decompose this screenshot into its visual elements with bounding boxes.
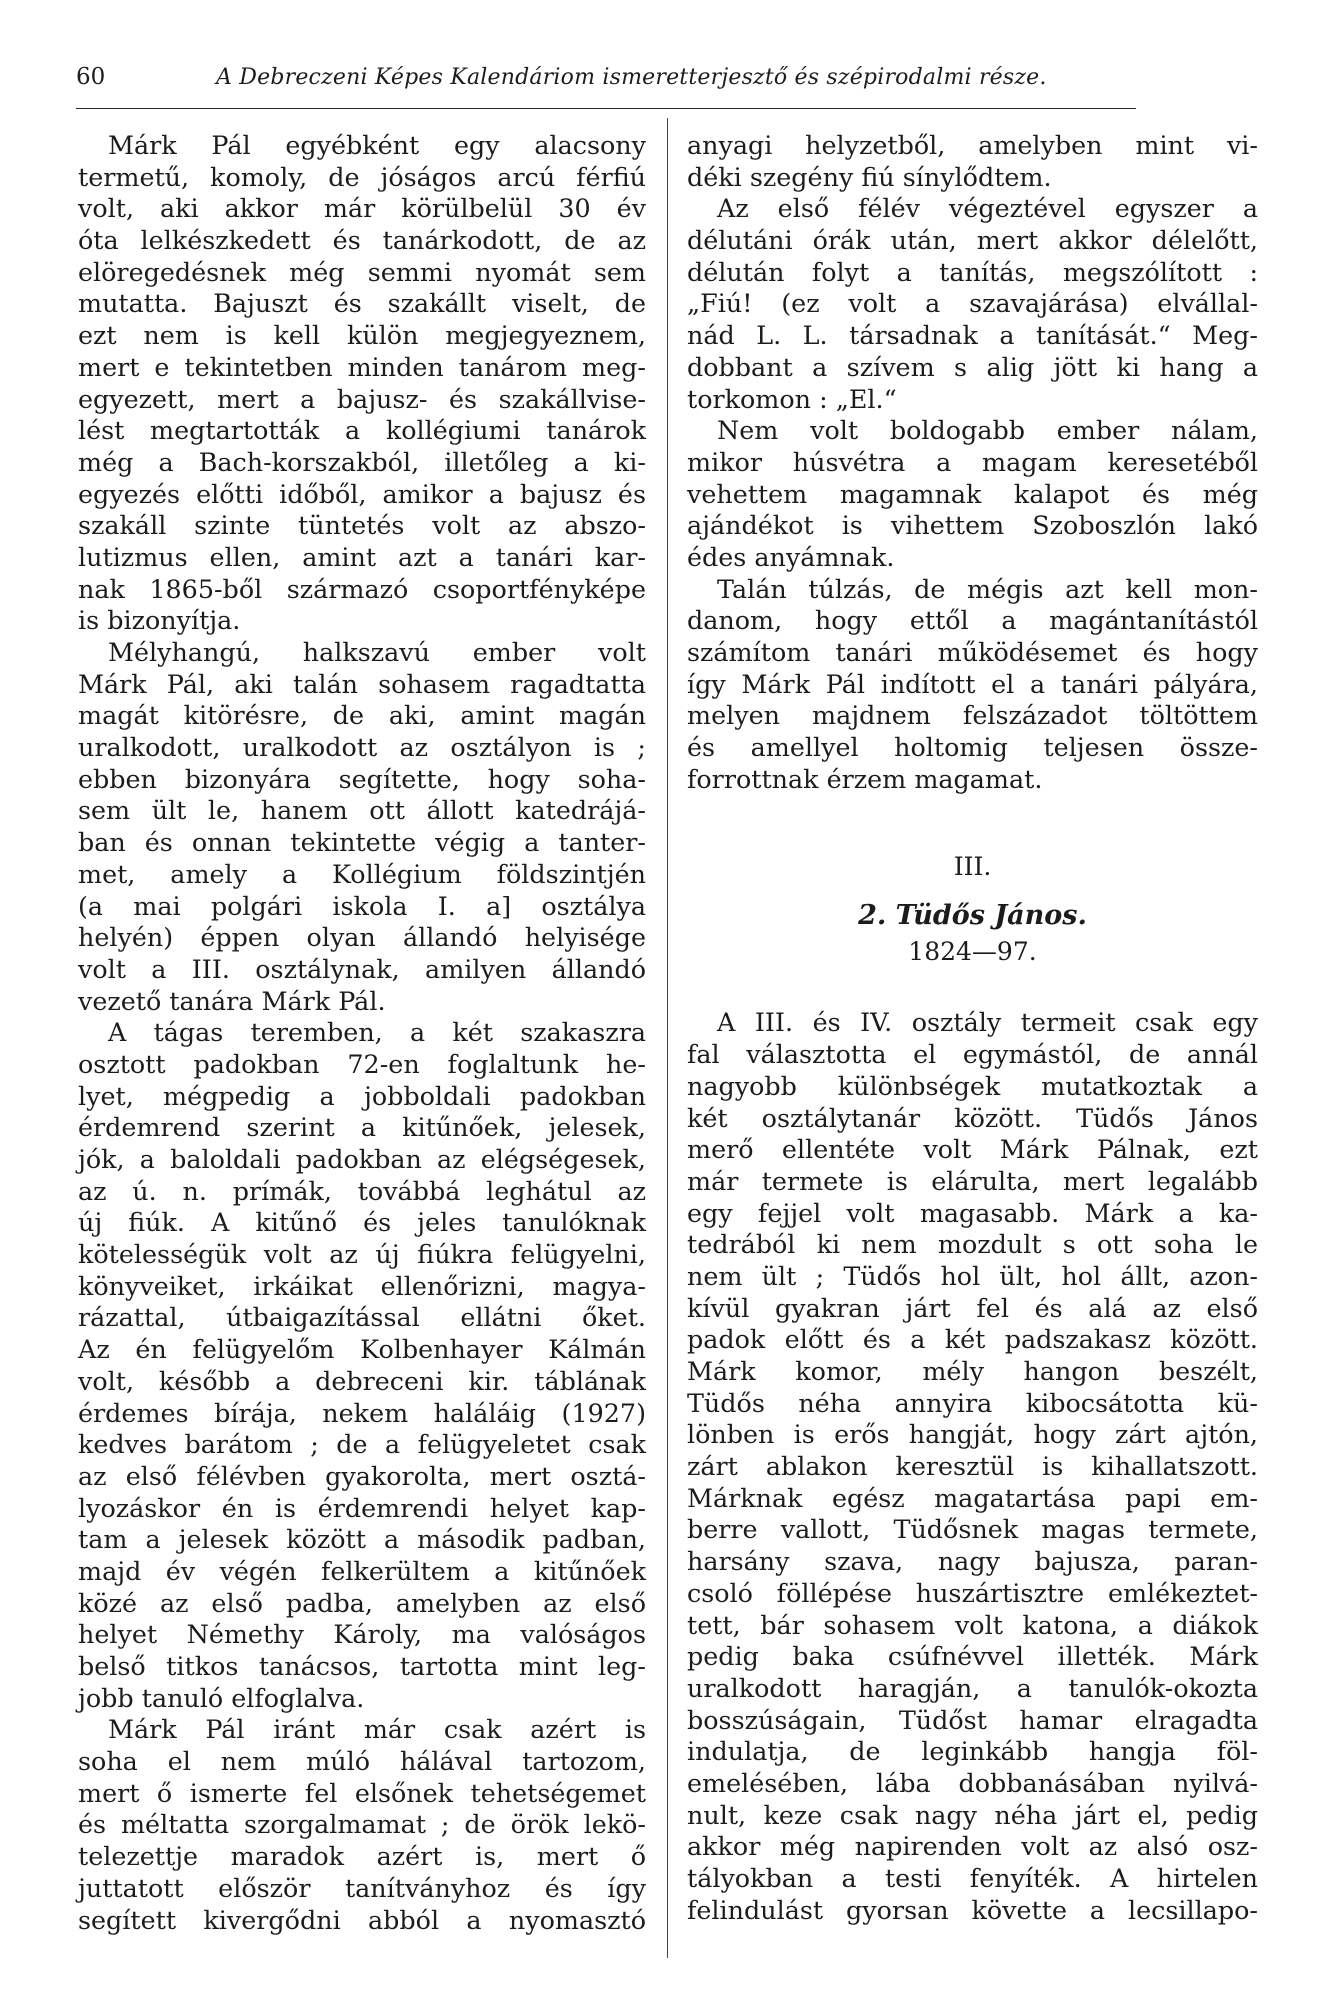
- text-line: Mélyhangú, halkszavú ember volt: [108, 637, 646, 667]
- text-line: „Fiú! (ez volt a szavajárása) elvállal-: [687, 288, 1258, 319]
- text-line: majd év végén felkerültem a kitűnőek: [78, 1555, 646, 1586]
- text-line: kívül gyakran járt fel és alá az első: [687, 1292, 1258, 1323]
- text-line: (a mai polgári iskola I. a] osztálya: [78, 890, 646, 921]
- text-line: segített kivergődni abból a nyomasztó: [78, 1904, 646, 1935]
- text-line: belső titkos tanácsos, tartotta mint leg-: [78, 1651, 646, 1681]
- text-line: anyagi helyzetből, amelyben mint vi-: [687, 130, 1258, 160]
- text-line: tedrából ki nem mozdult s ott soha le: [687, 1229, 1258, 1260]
- text-line: Márk Pál, aki talán sohasem ragadtatta: [78, 668, 646, 699]
- text-line: danom, hogy ettől a magántanítástól: [687, 605, 1258, 636]
- text-line: lést megtartották a kollégiumi tanárok: [78, 415, 646, 446]
- text-line: már termete is elárulta, mert legalább: [687, 1165, 1258, 1196]
- text-line: telezettje maradok azért is, mert ő: [78, 1841, 646, 1872]
- text-line: nagyobb különbségek mutatkoztak a: [687, 1070, 1258, 1101]
- text-line: még a Bach-korszakból, illetőleg a ki-: [78, 446, 646, 477]
- text-line: érdemrend szerint a kitűnőek, jelesek,: [78, 1112, 646, 1143]
- text-line: padok előtt és a két padszakasz között.: [687, 1324, 1258, 1355]
- text-line: akkor még napirenden volt az alsó osz-: [687, 1831, 1258, 1862]
- text-line: délutáni órák után, mert akkor délelőtt,: [687, 225, 1258, 256]
- text-line: két osztálytanár között. Tüdős János: [687, 1102, 1258, 1133]
- section-title: 2. Tüdős János.: [858, 900, 1087, 932]
- text-line: merő ellentéte volt Márk Pálnak, ezt: [687, 1134, 1258, 1165]
- text-line: dobbant a szívem s alig jött ki hang a: [687, 351, 1258, 382]
- text-line: felindulást gyorsan követte a lecsillapo-: [687, 1894, 1258, 1925]
- page-number: 60: [76, 64, 106, 90]
- text-line: és méltatta szorgalmamat ; de örök lekö-: [78, 1809, 646, 1840]
- text-line: termetű, komoly, de jóságos arcú férfiú: [78, 161, 646, 192]
- text-line: jobb tanuló elfoglalva.: [78, 1682, 365, 1713]
- text-line: is bizonyítja.: [78, 605, 241, 636]
- text-line: melyen majdnem felszázadot töltöttem: [687, 700, 1258, 731]
- text-line: délután folyt a tanítás, megszólított :: [687, 256, 1258, 287]
- text-line: kötelességük volt az új fiúkra felügyelni,: [78, 1239, 646, 1270]
- text-line: mikor húsvétra a magam keresetéből: [687, 446, 1258, 477]
- text-line: nult, keze csak nagy néha járt el, pedig: [687, 1799, 1258, 1830]
- text-line: mutatta. Bajuszt és szakállt viselt, de: [78, 288, 646, 319]
- text-line: volt, később a debreceni kir. táblának: [78, 1365, 646, 1396]
- text-line: tett, bár sohasem volt katona, a diákok: [687, 1609, 1258, 1640]
- text-line: bosszúságain, Tüdőst hamar elragadta: [687, 1704, 1258, 1735]
- text-line: A III. és IV. osztály termeit csak egy: [717, 1007, 1258, 1038]
- text-line: sem ült le, hanem ott állott katedrájá-: [78, 795, 646, 826]
- right-column: [687, 130, 1258, 1926]
- header-rule: [76, 108, 1136, 109]
- text-line: A tágas teremben, a két szakaszra: [108, 1017, 646, 1048]
- section-years: 1824—97.: [908, 937, 1037, 967]
- text-line: és amellyel holtomig teljesen össze-: [687, 732, 1258, 763]
- text-line: így Márk Pál indított el a tanári pályára,: [687, 668, 1258, 699]
- text-line: déki szegény fiú sínylődtem.: [687, 161, 1052, 192]
- text-line: uralkodott haragján, a tanulók-okozta: [687, 1672, 1258, 1703]
- running-title: A Debreczeni Képes Kalendáriom ismeretterjesztő és szépirodalmi része.: [216, 65, 1047, 90]
- text-line: vezető tanára Márk Pál.: [78, 985, 386, 1016]
- text-line: Talán túlzás, de mégis azt kell mon-: [717, 573, 1258, 604]
- text-line: lutizmus ellen, amint azt a tanári kar-: [78, 541, 646, 572]
- text-line: emelésében, lába dobbanásában nyilvá-: [687, 1767, 1258, 1798]
- text-line: harsány szava, nagy bajusza, paran-: [687, 1546, 1258, 1577]
- text-line: nem ült ; Tüdős hol ült, hol állt, azon-: [687, 1260, 1258, 1291]
- text-line: számítom tanári működésemet és hogy: [687, 637, 1258, 667]
- text-line: vehettem magamnak kalapot és még: [687, 478, 1258, 509]
- text-line: fal választotta el egymástól, de annál: [687, 1039, 1258, 1070]
- text-line: mert ő ismerte fel elsőnek tehetségemet: [78, 1777, 646, 1808]
- text-line: lönben is erős hangját, hogy zárt ajtón,: [687, 1419, 1258, 1450]
- column-divider: [667, 118, 668, 1958]
- text-line: mert e tekintetben minden tanárom meg-: [78, 351, 646, 382]
- text-line: érdemes bírája, nekem haláláig (1927): [78, 1397, 646, 1428]
- text-line: lyet, mégpedig a jobboldali padokban: [78, 1080, 646, 1111]
- text-line: Márk komor, mély hangon beszélt,: [687, 1356, 1258, 1386]
- text-line: egyezés előtti időből, amikor a bajusz és: [78, 478, 646, 509]
- text-line: ezt nem is kell külön megjegyeznem,: [78, 320, 646, 351]
- text-line: ajándékot is vihettem Szoboszlón lakó: [687, 510, 1258, 541]
- text-line: szakáll szinte tüntetés volt az abszo-: [78, 510, 646, 541]
- text-line: az első félévben gyakorolta, mert osztá-: [78, 1460, 646, 1491]
- text-line: jók, a baloldali padokban az elégségesek,: [78, 1144, 646, 1174]
- text-line: osztott padokban 72-en foglaltunk he-: [78, 1048, 646, 1079]
- text-line: Az én felügyelőm Kolbenhayer Kálmán: [78, 1334, 646, 1365]
- text-line: Márknak egész magatartása papi em-: [687, 1482, 1258, 1513]
- text-line: könyveiket, irkáikat ellenőrizni, magya-: [78, 1270, 646, 1301]
- text-line: csoló föllépése huszártisztre emlékeztet-: [687, 1577, 1258, 1608]
- text-line: közé az első padba, amelyben az első: [78, 1587, 646, 1618]
- section-number: III.: [953, 852, 992, 882]
- text-line: rázattal, útbaigazítással ellátni őket.: [78, 1302, 646, 1333]
- text-line: egy fejjel volt magasabb. Márk a ka-: [687, 1197, 1258, 1228]
- text-line: Az első félév végeztével egyszer a: [717, 193, 1258, 224]
- text-line: helyet Némethy Károly, ma valóságos: [78, 1619, 646, 1650]
- text-line: Márk Pál egyébként egy alacsony: [108, 130, 646, 160]
- text-line: berre vallott, Tüdősnek magas termete,: [687, 1514, 1258, 1545]
- text-line: Nem volt boldogabb ember nálam,: [717, 415, 1258, 446]
- text-line: édes anyámnak.: [687, 541, 895, 572]
- text-line: az ú. n. prímák, továbbá leghátul az: [78, 1175, 646, 1206]
- text-line: lyozáskor én is érdemrendi helyet kap-: [78, 1492, 646, 1523]
- text-line: elöregedésnek még semmi nyomát sem: [78, 256, 646, 287]
- text-line: pedig baka csúfnévvel illették. Márk: [687, 1641, 1258, 1672]
- text-line: volt a III. osztálynak, amilyen állandó: [78, 953, 646, 984]
- text-line: új fiúk. A kitűnő és jeles tanulóknak: [78, 1207, 646, 1238]
- text-line: tam a jelesek között a második padban,: [78, 1524, 646, 1555]
- text-line: egyezett, mert a bajusz- és szakállvise-: [78, 383, 646, 414]
- text-line: met, amely a Kollégium földszintjén: [78, 858, 646, 889]
- text-line: óta lelkészkedett és tanárkodott, de az: [78, 225, 646, 256]
- text-line: volt, aki akkor már körülbelül 30 év: [78, 193, 646, 224]
- text-line: forrottnak érzem magamat.: [687, 763, 1043, 794]
- text-line: nád L. L. társadnak a tanítását.“ Meg-: [687, 320, 1258, 351]
- page-header: [76, 64, 1136, 104]
- text-line: ban és onnan tekintette végig a tanter-: [78, 827, 646, 858]
- text-line: zárt ablakon keresztül is kihallatszott.: [687, 1451, 1258, 1482]
- right-column-bottom-text: [687, 1007, 1258, 1926]
- text-line: nak 1865-ből származó csoportfényképe: [78, 573, 646, 604]
- text-line: Márk Pál iránt már csak azért is: [108, 1714, 646, 1745]
- left-column: [78, 130, 646, 1936]
- text-line: kedves barátom ; de a felügyeletet csak: [78, 1429, 646, 1460]
- text-line: torkomon : „El.“: [687, 383, 897, 414]
- text-line: ebben bizonyára segítette, hogy soha-: [78, 763, 646, 794]
- text-line: indulatja, de leginkább hangja föl-: [687, 1736, 1258, 1767]
- text-line: juttatott először tanítványhoz és így: [78, 1872, 646, 1903]
- text-line: magát kitörésre, de aki, amint magán: [78, 700, 646, 731]
- text-line: Tüdős néha annyira kibocsátotta kü-: [687, 1387, 1258, 1418]
- text-line: tályokban a testi fenyíték. A hirtelen: [687, 1863, 1258, 1893]
- text-line: helyén) éppen olyan állandó helyisége: [78, 922, 646, 953]
- right-column-top-text: [687, 130, 1258, 795]
- text-line: uralkodott, uralkodott az osztályon is ;: [78, 732, 646, 763]
- text-line: soha el nem múló hálával tartozom,: [78, 1746, 646, 1777]
